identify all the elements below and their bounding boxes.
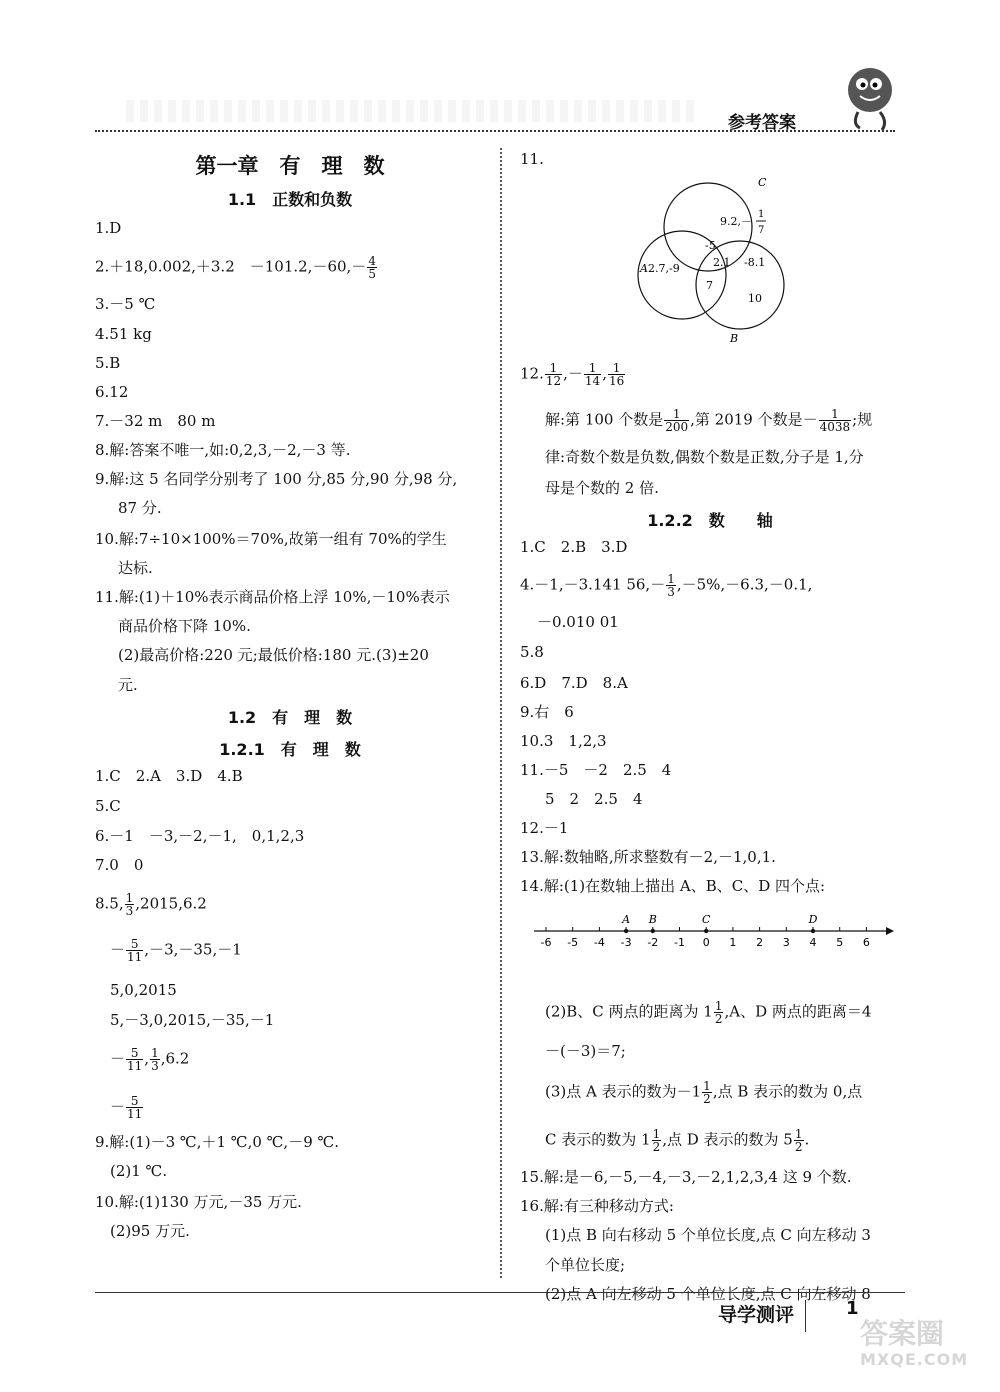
venn-ab: 7 xyxy=(706,279,713,292)
number-line-point xyxy=(811,929,815,933)
answer-line: 13.解:数轴略,所求整数有－2,－1,0,1. xyxy=(520,848,776,866)
answer-line: 3.－5 ℃ xyxy=(95,295,156,313)
answer-line: 16.解:有三种移动方式: xyxy=(520,1197,674,1215)
number-line-tick-label: -4 xyxy=(593,936,605,949)
section-title-1-2-2: 1.2.2 数 轴 xyxy=(647,511,773,530)
answer-line: 8.解:答案不唯一,如:0,2,3,－2,－3 等. xyxy=(95,441,351,459)
answer-line: 5.8 xyxy=(520,643,544,661)
answer-line: (1)点 B 向右移动 5 个单位长度,点 C 向左移动 3 xyxy=(545,1226,871,1244)
answer-line: 6.－1 －3,－2,－1, 0,1,2,3 xyxy=(95,827,305,845)
answer-line: 解:第 100 个数是 $\frac{1}{200}$ ,第 2019 个数是－ $\frac{1}{4038}$ ;规 xyxy=(545,407,873,434)
answer-line: 9.解:这 5 名同学分别考了 100 分,85 分,90 分,98 分, xyxy=(95,470,458,488)
venn-label-b: B xyxy=(730,332,739,345)
answer-line: 6.D 7.D 8.A xyxy=(520,674,628,692)
answer-line: 11.－5 －2 2.5 4 xyxy=(520,761,672,779)
answer-line: 5.B xyxy=(95,354,121,372)
answer-line: 15.解:是－6,－5,－4,－3,－2,1,2,3,4 这 9 个数. xyxy=(520,1168,852,1186)
answer-line: 9.右 6 xyxy=(520,703,574,721)
number-line-tick-label: -2 xyxy=(647,936,659,949)
answer-line: 7.－32 m 80 m xyxy=(95,412,216,430)
watermark: 答案圈 MXQE.COM xyxy=(860,1317,969,1369)
answer-line: 5.C xyxy=(95,797,121,815)
answer-line: － $\frac{5}{11}$ , $\frac{1}{3}$ ,6.2 xyxy=(110,1046,190,1073)
answer-line: 5,0,2015 xyxy=(110,981,177,999)
number-line-tick-label: -6 xyxy=(540,936,552,949)
answer-line: 7.0 0 xyxy=(95,856,144,874)
answer-line: 4.51 kg xyxy=(95,325,152,343)
number-line-point-label: B xyxy=(648,913,657,926)
answer-line: 商品价格下降 10%. xyxy=(118,617,251,635)
column-divider xyxy=(500,148,502,1278)
number-line-point xyxy=(651,929,655,933)
number-line-tick-label: 3 xyxy=(782,936,790,949)
number-line-tick-label: 5 xyxy=(836,936,844,949)
answer-line: － $\frac{5}{11}$ xyxy=(110,1094,143,1121)
number-line-point xyxy=(704,929,708,933)
number-line-tick-label: -5 xyxy=(567,936,579,949)
answer-line: 12. $\frac{1}{12}$ ,－ $\frac{1}{14}$ , $\frac{1}{16}$ xyxy=(520,361,625,388)
header-decoration xyxy=(120,100,700,122)
answer-line: 达标. xyxy=(118,559,153,577)
number-line-tick-label: 2 xyxy=(756,936,764,949)
answer-line: (2)点 A 向左移动 5 个单位长度,点 C 向左移动 8 xyxy=(545,1285,871,1303)
answer-line: －0.010 01 xyxy=(537,613,619,631)
answer-line: 9.解:(1)－3 ℃,＋1 ℃,0 ℃,－9 ℃. xyxy=(95,1133,340,1151)
chapter-title: 第一章 有 理 数 xyxy=(195,154,385,178)
section-title-1-1: 1.1 正数和负数 xyxy=(227,190,353,209)
answer-line: －(－3)＝7; xyxy=(545,1042,626,1060)
number-line-point-label: A xyxy=(622,913,631,926)
answer-line: (2)最高价格:220 元;最低价格:180 元.(3)±20 xyxy=(118,646,429,664)
venn-ac: -5 xyxy=(705,239,716,252)
number-line-tick-label: 1 xyxy=(729,936,737,949)
number-line-point xyxy=(624,929,628,933)
answer-line: 母是个数的 2 倍. xyxy=(545,479,659,497)
answer-line: 11. xyxy=(520,150,544,168)
footer-brand: 导学测评 xyxy=(718,1304,795,1326)
answer-line: 1.C 2.B 3.D xyxy=(520,538,628,556)
arrow-right-icon xyxy=(886,927,894,935)
section-title-1-2: 1.2 有 理 数 xyxy=(227,708,353,727)
answer-line: 8.5, $\frac{1}{3}$ ,2015,6.2 xyxy=(95,891,207,918)
number-line-tick-label: 0 xyxy=(702,936,710,949)
number-line-point-label: C xyxy=(701,913,711,926)
answer-line: (2)B、C 两点的距离为 1 $\frac{1}{2}$ ,A、D 两点的距离＝4 xyxy=(545,999,872,1026)
answer-line: 2.＋18,0.002,＋3.2 －101.2,－60,－ $\frac{4}{5}$ xyxy=(95,254,376,281)
number-line-tick-label: 6 xyxy=(862,936,870,949)
answer-line: 87 分. xyxy=(118,499,162,517)
answer-line: 14.解:(1)在数轴上描出 A、B、C、D 四个点: xyxy=(520,877,826,895)
answer-line: (2)1 ℃. xyxy=(110,1162,168,1180)
venn-center: 2.1 xyxy=(713,256,731,269)
number-line xyxy=(530,905,900,950)
answer-line: 10.解:7÷10×100%＝70%,故第一组有 70%的学生 xyxy=(95,530,447,548)
answer-line: 12.－1 xyxy=(520,819,569,837)
answer-line: (2)95 万元. xyxy=(110,1222,190,1240)
venn-diagram xyxy=(630,175,810,345)
venn-label-a: A xyxy=(640,262,648,275)
answer-line: 5,－3,0,2015,－35,－1 xyxy=(110,1011,275,1029)
venn-only-b: 10 xyxy=(748,292,762,305)
section-title-1-2-1: 1.2.1 有 理 数 xyxy=(219,740,361,759)
answer-line: 元. xyxy=(118,676,138,694)
venn-label-c: C xyxy=(758,176,767,189)
venn-only-c-num: 1 xyxy=(758,209,765,220)
number-line-tick-label: -3 xyxy=(620,936,632,949)
answer-line: (3)点 A 表示的数为－1 $\frac{1}{2}$ ,点 B 表示的数为 0,点 xyxy=(545,1079,863,1106)
answer-line: 10.解:(1)130 万元,－35 万元. xyxy=(95,1193,302,1211)
answer-line: 6.12 xyxy=(95,383,129,401)
number-line-tick-label: -1 xyxy=(674,936,685,949)
venn-only-c-den: 7 xyxy=(758,225,765,236)
footer-rule xyxy=(95,1292,905,1293)
answer-line: 10.3 1,2,3 xyxy=(520,732,607,750)
answer-line: 5 2 2.5 4 xyxy=(545,790,643,808)
answer-line: 律:奇数个数是负数,偶数个数是正数,分子是 1,分 xyxy=(545,448,864,466)
venn-only-c: 9.2,－ xyxy=(720,215,752,228)
header-rule xyxy=(95,130,895,132)
answer-line: － $\frac{5}{11}$ ,－3,－35,－1 xyxy=(110,937,242,964)
venn-only-a: 2.7,-9 xyxy=(648,262,680,275)
answer-line: 个单位长度; xyxy=(545,1256,626,1274)
answer-line: C 表示的数为 1 $\frac{1}{2}$ ,点 D 表示的数为 5 $\frac{1}{2}$ . xyxy=(545,1127,810,1154)
answer-line: 1.D xyxy=(95,219,122,237)
page-number: 1 xyxy=(846,1298,859,1319)
answer-line: 4.－1,－3.141 56,－ $\frac{1}{3}$ ,－5%,－6.3,－0.1, xyxy=(520,572,813,599)
answer-line: 1.C 2.A 3.D 4.B xyxy=(95,767,243,785)
answer-line: 11.解:(1)＋10%表示商品价格上浮 10%,－10%表示 xyxy=(95,588,450,606)
footer-divider xyxy=(805,1300,806,1332)
header-title: 参考答案 xyxy=(728,113,796,133)
mascot-icon xyxy=(840,62,900,134)
venn-bc: -8.1 xyxy=(744,256,766,269)
number-line-tick-label: 4 xyxy=(809,936,817,949)
number-line-point-label: D xyxy=(808,913,818,926)
